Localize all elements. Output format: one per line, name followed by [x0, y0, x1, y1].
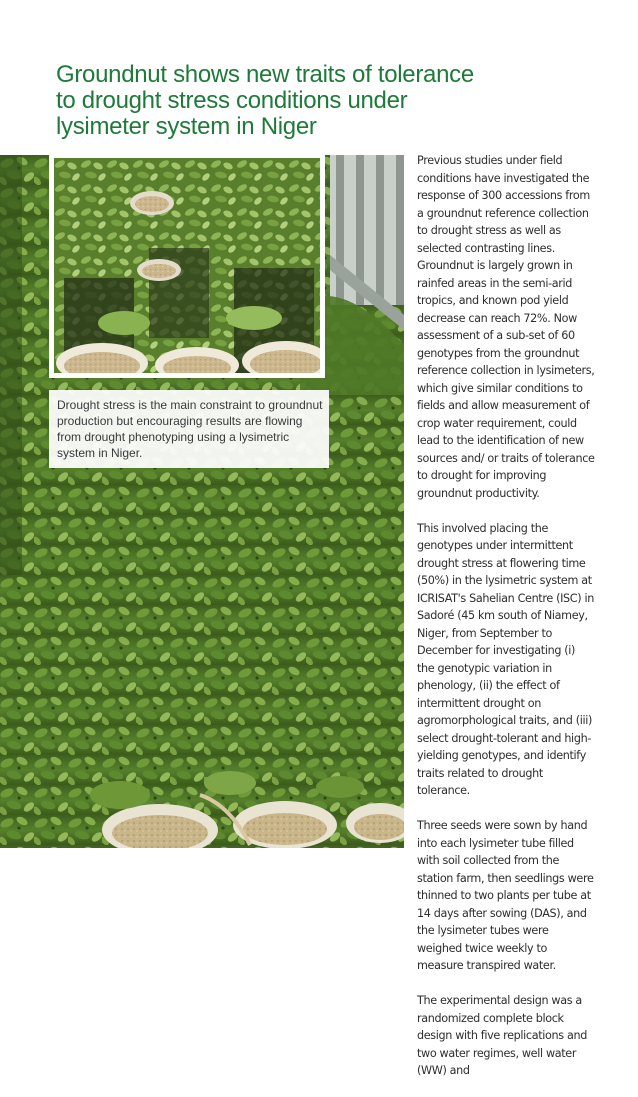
- body-paragraph-3: Three seeds were sown by hand into each lysimeter tube filled with soil collected from the station farm, then seedlings were thinned to two plants per tube at 14 days after sowing (DAS), and the lysimeter tubes were weighed twice weekly to measure transpired water.: [417, 819, 594, 972]
- body-paragraph-4: The experimental design was a randomized complete block design with five replications and two water regimes, well water (WW) and: [417, 994, 587, 1077]
- inset-photo: [49, 153, 325, 378]
- body-paragraph-2: This involved placing the genotypes under intermittent drought stress at flowering time (50%) in the lysimetric system at ICRISAT's Sahelian Centre (ISC) in Sadoré (45 km south of Niamey, Niger, from September to December for investigating (i) the genotypic variation in phenology, (ii) the effect of intermittent drought on agromorphological traits, and (iii) select drought-tolerant and high-yielding genotypes, and identify traits related to drought tolerance.: [417, 521, 594, 797]
- article-title: Groundnut shows new traits of tolerance to drought stress conditions under lysimeter system in Niger: [56, 61, 474, 140]
- article-body: [417, 152, 595, 1097]
- photo-caption: Drought stress is the main constraint to groundnut production but encouraging results are flowing from drought phenotyping using a lysimetric system in Niger.: [49, 390, 329, 468]
- body-paragraph-1: Previous studies under field conditions have investigated the response of 300 accessions from a groundnut reference collection to drought stress as well as selected contrasting lines. Groundnut is largely grown in rainfed areas in the semi-arid tropics, and known pod yield decrease can reach 72%. Now assessment of a sub-set of 60 genotypes from the groundnut reference collection in lysimeters, which give similar conditions to fields and allow measurement of crop water requirement, could lead to the identification of new sources and/ or traits of tolerance to drought for improving groundnut productivity.: [417, 154, 595, 500]
